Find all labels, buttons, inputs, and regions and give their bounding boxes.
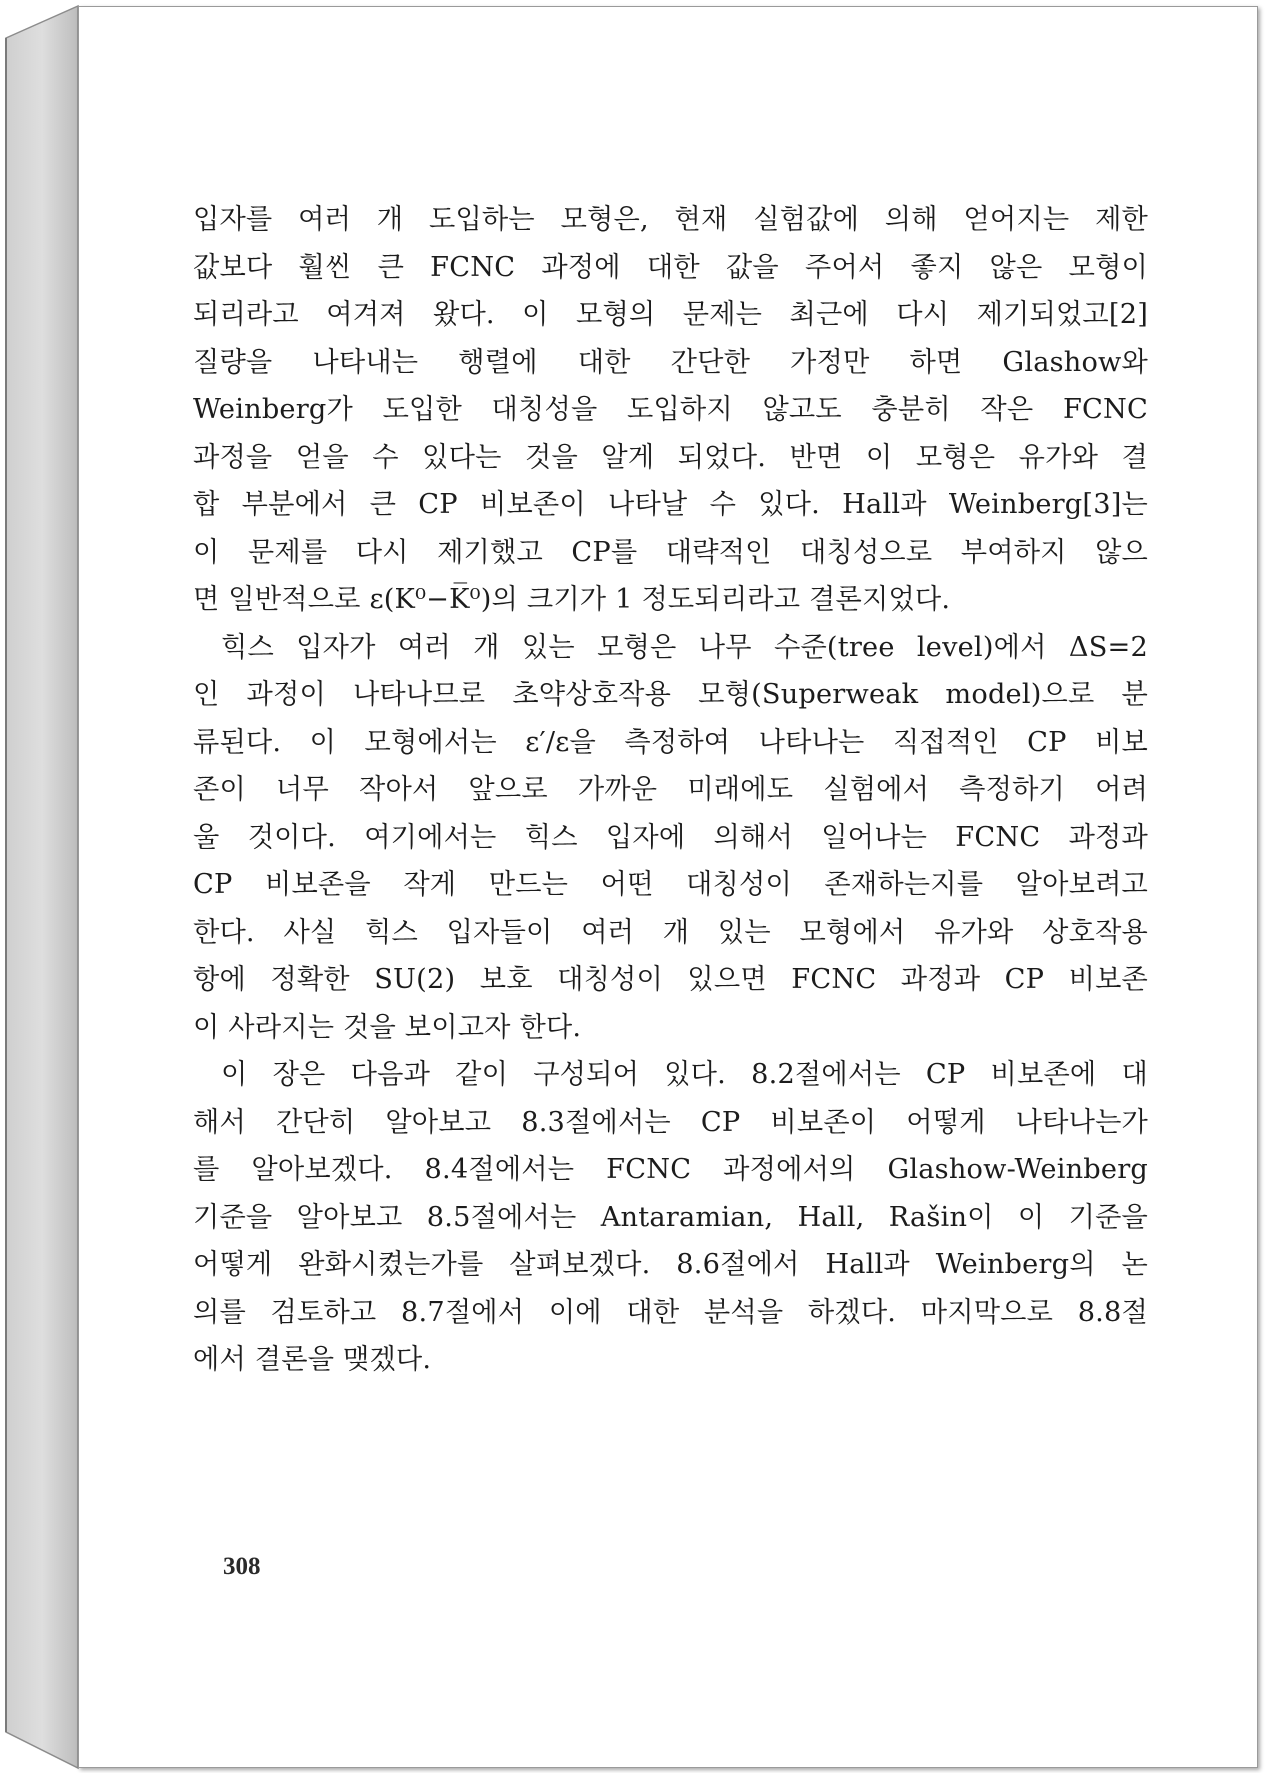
- text-line: 해서 간단히 알아보고 8.3절에서는 CP 비보존이 어떻게 나타나는가: [193, 1106, 1148, 1138]
- text-line: 류된다. 이 모형에서는 ε′/ε을 측정하여 나타나는 직접적인 CP 비보: [193, 726, 1148, 758]
- text-line: 존이 너무 작아서 앞으로 가까운 미래에도 실험에서 측정하기 어려: [193, 774, 1148, 805]
- text-line: 의를 검토하고 8.7절에서 이에 대한 분석을 하겠다. 마지막으로 8.8절: [193, 1296, 1148, 1328]
- text-line: 되리라고 여겨져 왔다. 이 모형의 문제는 최근에 다시 제기되었고[2]: [193, 299, 1148, 330]
- text-line: 질량을 나타내는 행렬에 대한 간단한 가정만 하면 Glashow와: [193, 346, 1148, 378]
- text-line: 과정을 얻을 수 있다는 것을 알게 되었다. 반면 이 모형은 유가와 결: [193, 441, 1148, 473]
- text-line: 입자를 여러 개 도입하는 모형은, 현재 실험값에 의해 얻어지는 제한: [193, 204, 1148, 235]
- paragraph: [193, 1051, 1148, 1384]
- page-number: 308: [223, 1553, 261, 1580]
- text-line: 면 일반적으로 ε(K⁰−K̅⁰)의 크기가 1 정도되리라고 결론지었다.: [193, 584, 951, 615]
- text-line: 이 사라지는 것을 보이고자 한다.: [193, 1011, 582, 1043]
- text-line: 값보다 훨씬 큰 FCNC 과정에 대한 값을 주어서 좋지 않은 모형이: [193, 251, 1148, 283]
- paragraph: [193, 624, 1148, 1052]
- text-line: 에서 결론을 맺겠다.: [193, 1344, 432, 1375]
- text-line: 인 과정이 나타나므로 초약상호작용 모형(Superweak model)으로 분: [193, 679, 1148, 710]
- text-line: 합 부분에서 큰 CP 비보존이 나타날 수 있다. Hall과 Weinberg[3]는: [193, 489, 1148, 520]
- text-line: 힉스 입자가 여러 개 있는 모형은 나무 수준(tree level)에서 ΔS=2: [221, 631, 1148, 663]
- text-line: 이 문제를 다시 제기했고 CP를 대략적인 대칭성으로 부여하지 않으: [193, 536, 1148, 568]
- text-line: 항에 정확한 SU(2) 보호 대칭성이 있으면 FCNC 과정과 CP 비보존: [193, 964, 1148, 995]
- text-line: CP 비보존을 작게 만드는 어떤 대칭성이 존재하는지를 알아보려고: [193, 869, 1148, 900]
- text-line: 울 것이다. 여기에서는 힉스 입자에 의해서 일어나는 FCNC 과정과: [193, 821, 1148, 853]
- text-line: 어떻게 완화시켰는가를 살펴보겠다. 8.6절에서 Hall과 Weinberg의 논: [193, 1249, 1148, 1280]
- paragraph: [193, 196, 1148, 624]
- body-text: [193, 196, 1148, 1384]
- text-line: 기준을 알아보고 8.5절에서는 Antaramian, Hall, Rašin이 이 기준을: [193, 1201, 1148, 1233]
- text-line: 를 알아보겠다. 8.4절에서는 FCNC 과정에서의 Glashow-Weinberg: [193, 1154, 1148, 1185]
- text-line: Weinberg가 도입한 대칭성을 도입하지 않고도 충분히 작은 FCNC: [193, 394, 1148, 425]
- text-line: 한다. 사실 힉스 입자들이 여러 개 있는 모형에서 유가와 상호작용: [193, 916, 1148, 948]
- text-line: 이 장은 다음과 같이 구성되어 있다. 8.2절에서는 CP 비보존에 대: [221, 1059, 1148, 1090]
